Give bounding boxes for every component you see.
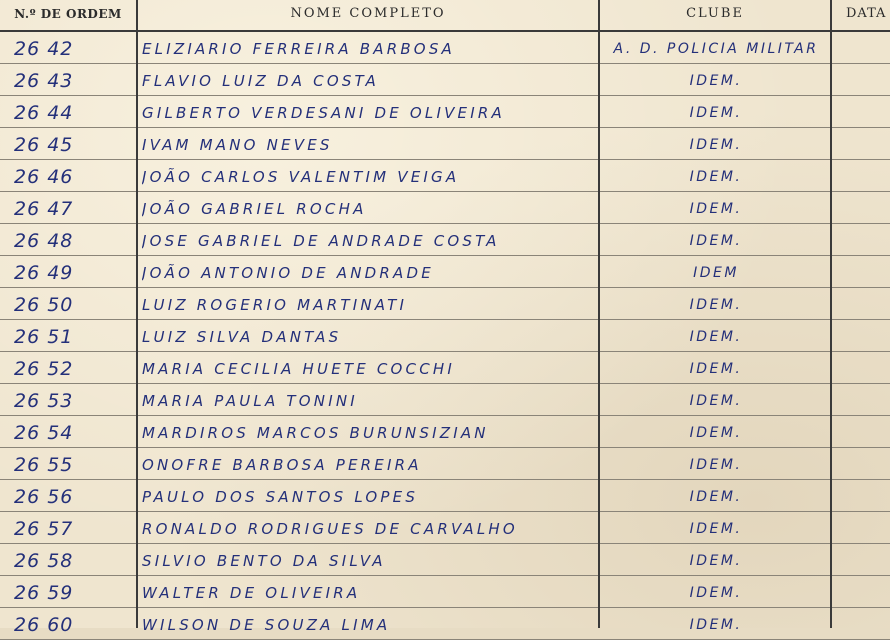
- club-name: IDEM.: [689, 489, 743, 505]
- ordem-number: 26 53: [14, 390, 74, 412]
- column-divider: [136, 0, 138, 628]
- table-row: [0, 544, 890, 576]
- table-row: [0, 256, 890, 288]
- ordem-number: 26 46: [14, 166, 74, 188]
- club-name: IDEM.: [689, 361, 743, 377]
- ordem-number: 26 51: [14, 326, 74, 348]
- date-cell: [834, 320, 890, 351]
- table-row: [0, 32, 890, 64]
- ordem-number: 26 59: [14, 582, 74, 604]
- club-name: IDEM.: [689, 329, 743, 345]
- ordem-number: 26 47: [14, 198, 74, 220]
- ordem-number: 26 42: [14, 38, 74, 60]
- table-row: [0, 288, 890, 320]
- club-name: IDEM.: [689, 233, 743, 249]
- column-divider: [830, 0, 832, 628]
- date-cell: [834, 288, 890, 319]
- date-cell: [834, 192, 890, 223]
- ordem-number: 26 43: [14, 70, 74, 92]
- ordem-number: 26 54: [14, 422, 74, 444]
- full-name: JOÃO GABRIEL ROCHA: [142, 200, 367, 218]
- full-name: IVAM MANO NEVES: [142, 136, 333, 154]
- club-name: IDEM.: [689, 105, 743, 121]
- date-cell: [834, 96, 890, 127]
- full-name: MARDIROS MARCOS BURUNSIZIAN: [142, 424, 489, 442]
- full-name: LUIZ SILVA DANTAS: [142, 328, 342, 346]
- date-cell: [834, 352, 890, 383]
- table-row: [0, 480, 890, 512]
- ordem-number: 26 60: [14, 614, 74, 636]
- ordem-number: 26 50: [14, 294, 74, 316]
- full-name: RONALDO RODRIGUES DE CARVALHO: [142, 520, 518, 538]
- full-name: JOÃO CARLOS VALENTIM VEIGA: [142, 168, 460, 186]
- table-row: [0, 512, 890, 544]
- date-cell: [834, 512, 890, 543]
- club-name: IDEM.: [689, 201, 743, 217]
- club-name: IDEM.: [689, 585, 743, 601]
- club-name: IDEM: [693, 265, 739, 281]
- ordem-number: 26 48: [14, 230, 74, 252]
- table-row: [0, 224, 890, 256]
- date-cell: [834, 160, 890, 191]
- table-row: [0, 608, 890, 640]
- table-row: [0, 416, 890, 448]
- header-nome: NOME COMPLETO: [290, 6, 446, 21]
- date-cell: [834, 224, 890, 255]
- full-name: LUIZ ROGERIO MARTINATI: [142, 296, 408, 314]
- date-cell: [834, 576, 890, 607]
- full-name: ELIZIARIO FERREIRA BARBOSA: [142, 40, 455, 58]
- full-name: JOÃO ANTONIO DE ANDRADE: [142, 264, 434, 282]
- table-row: [0, 576, 890, 608]
- full-name: SILVIO BENTO DA SILVA: [142, 552, 386, 570]
- club-name: IDEM.: [689, 425, 743, 441]
- club-name: A. D. POLICIA MILITAR: [613, 41, 819, 57]
- table-row: [0, 96, 890, 128]
- column-divider: [598, 0, 600, 628]
- ordem-number: 26 57: [14, 518, 74, 540]
- table-row: [0, 384, 890, 416]
- club-name: IDEM.: [689, 169, 743, 185]
- header-clube: CLUBE: [686, 6, 744, 21]
- table-row: [0, 320, 890, 352]
- date-cell: [834, 416, 890, 447]
- full-name: ONOFRE BARBOSA PEREIRA: [142, 456, 422, 474]
- date-cell: [834, 384, 890, 415]
- table-row: [0, 160, 890, 192]
- full-name: WALTER DE OLIVEIRA: [142, 584, 361, 602]
- date-cell: [834, 32, 890, 63]
- ordem-number: 26 58: [14, 550, 74, 572]
- ordem-number: 26 45: [14, 134, 74, 156]
- table-row: [0, 352, 890, 384]
- table-row: [0, 192, 890, 224]
- full-name: MARIA CECILIA HUETE COCCHI: [142, 360, 456, 378]
- table-row: [0, 64, 890, 96]
- ordem-number: 26 44: [14, 102, 74, 124]
- date-cell: [834, 128, 890, 159]
- ledger-rows: [0, 32, 890, 640]
- full-name: FLAVIO LUIZ DA COSTA: [142, 72, 379, 90]
- ordem-number: 26 49: [14, 262, 74, 284]
- date-cell: [834, 256, 890, 287]
- table-row: [0, 448, 890, 480]
- club-name: IDEM.: [689, 553, 743, 569]
- table-header: [0, 0, 890, 32]
- full-name: PAULO DOS SANTOS LOPES: [142, 488, 419, 506]
- club-name: IDEM.: [689, 521, 743, 537]
- date-cell: [834, 448, 890, 479]
- club-name: IDEM.: [689, 73, 743, 89]
- ordem-number: 26 55: [14, 454, 74, 476]
- full-name: MARIA PAULA TONINI: [142, 392, 358, 410]
- club-name: IDEM.: [689, 457, 743, 473]
- table-row: [0, 128, 890, 160]
- ordem-number: 26 56: [14, 486, 74, 508]
- full-name: WILSON DE SOUZA LIMA: [142, 616, 391, 634]
- ordem-number: 26 52: [14, 358, 74, 380]
- club-name: IDEM.: [689, 393, 743, 409]
- date-cell: [834, 480, 890, 511]
- club-name: IDEM.: [689, 617, 743, 633]
- header-data: DATA: [846, 6, 887, 21]
- header-ordem: N.º DE ORDEM: [14, 7, 122, 21]
- date-cell: [834, 608, 890, 639]
- date-cell: [834, 544, 890, 575]
- club-name: IDEM.: [689, 297, 743, 313]
- full-name: JOSE GABRIEL DE ANDRADE COSTA: [142, 232, 500, 250]
- club-name: IDEM.: [689, 137, 743, 153]
- date-cell: [834, 64, 890, 95]
- full-name: GILBERTO VERDESANI DE OLIVEIRA: [142, 104, 505, 122]
